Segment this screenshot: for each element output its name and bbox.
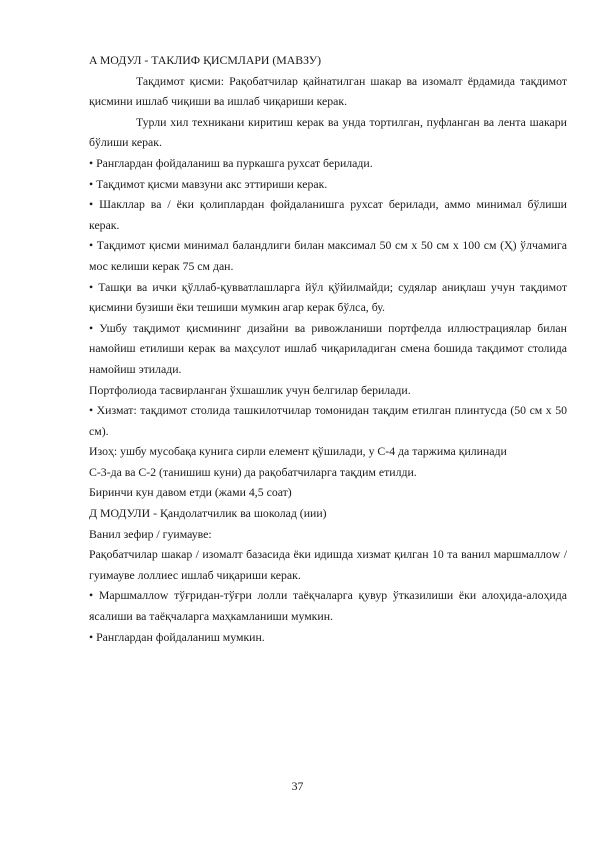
document-page: [89, 50, 567, 647]
bullet-service: • Хизмат: тақдимот столида ташкилотчилар томонидан тақдим етилган плинтусда (50 см x 50 см).: [89, 403, 567, 438]
note-mystery-element: Изоҳ: ушбу мусобақа кунига сирли елемент қўшилади, у C-4 да таржима қилинади: [89, 444, 507, 459]
familiarization-day-paragraph: C-3-да ва C-2 (танишиш куни) да рақобатчиларга тақдим етилди.: [89, 464, 417, 479]
first-day-duration: Биринчи кун давом етди (жами 4,5 соат): [89, 485, 292, 500]
module-a-heading: A МОДУЛ - ТАКЛИФ ҚИСМЛАРИ (МАВЗУ): [89, 53, 322, 67]
bullet-dimensions: • Тақдимот қисми минимал баландлиги билан максимал 50 см x 50 см x 100 см (Ҳ) ўлчамига мос келиши керак 75 см дан.: [89, 238, 567, 273]
module-d-heading: Д МОДУЛИ - Қандолатчилик ва шоколад (иии): [89, 506, 327, 521]
techniques-paragraph: Турли хил техникани киритиш керак ва унда тортилган, пуфланган ва лента шакари бўлиши керак.: [89, 114, 567, 150]
vanilla-marshmallow-heading: Ванил зефир / гуимауве:: [89, 526, 212, 541]
bullet-colors-allowed: • Ранглардан фойдаланиш мумкин.: [89, 629, 265, 644]
portfolio-marks-paragraph: Портфолиода тасвирланган ўхшашлик учун белгилар берилади.: [89, 382, 411, 397]
bullet-supports: • Ташқи ва ички қўллаб-қувватлашларга йўл қўйилмайди; судялар аниқлаш учун тақдимот қисмини бузиши ёки тешиши мумкин агар керак бўлса, бу.: [89, 279, 567, 315]
bullet-molds: • Шакллар ва / ёки қолиплардан фойдаланишга рухсат берилади, аммо минимал бўлиши керак.: [89, 197, 567, 232]
bullet-theme: • Тақдимот қисми мавзуни акс эттириши керак.: [89, 176, 328, 191]
bullet-portfolio-design: • Ушбу тақдимот қисмининг дизайни ва ривожланиши портфелда иллюстрациялар билан намойиш етилиши керак ва маҳсулот ишлаб чиқариладиган смена бошида тақдимот столида намойиш этилади.: [89, 320, 567, 376]
bullet-colors: • Ранглардан фойдаланиш ва пуркашга рухсат берилади.: [89, 155, 373, 170]
bullet-marshmallow-piping: • Маршмаллоw тўғридан-тўғри лолли таёқчаларга қувур ўтказилиши ёки алоҳида-алоҳида ясалиши ва таёқчаларга маҳкамланиши мумкин.: [89, 588, 567, 624]
page-number: 37: [291, 779, 304, 793]
marshmallow-requirements-paragraph: Рақобатчилар шакар / изомалт базасида ёки идишда хизмат қилган 10 та ванил маршмаллоw / гуимауве лоллиес ишлаб чиқариши керак.: [89, 547, 567, 582]
presentation-piece-paragraph: Тақдимот қисми: Рақобатчилар қайнатилган шакар ва изомалт ёрдамида тақдимот қисмини ишлаб чиқиши ва ишлаб чиқариши керак.: [89, 73, 567, 109]
